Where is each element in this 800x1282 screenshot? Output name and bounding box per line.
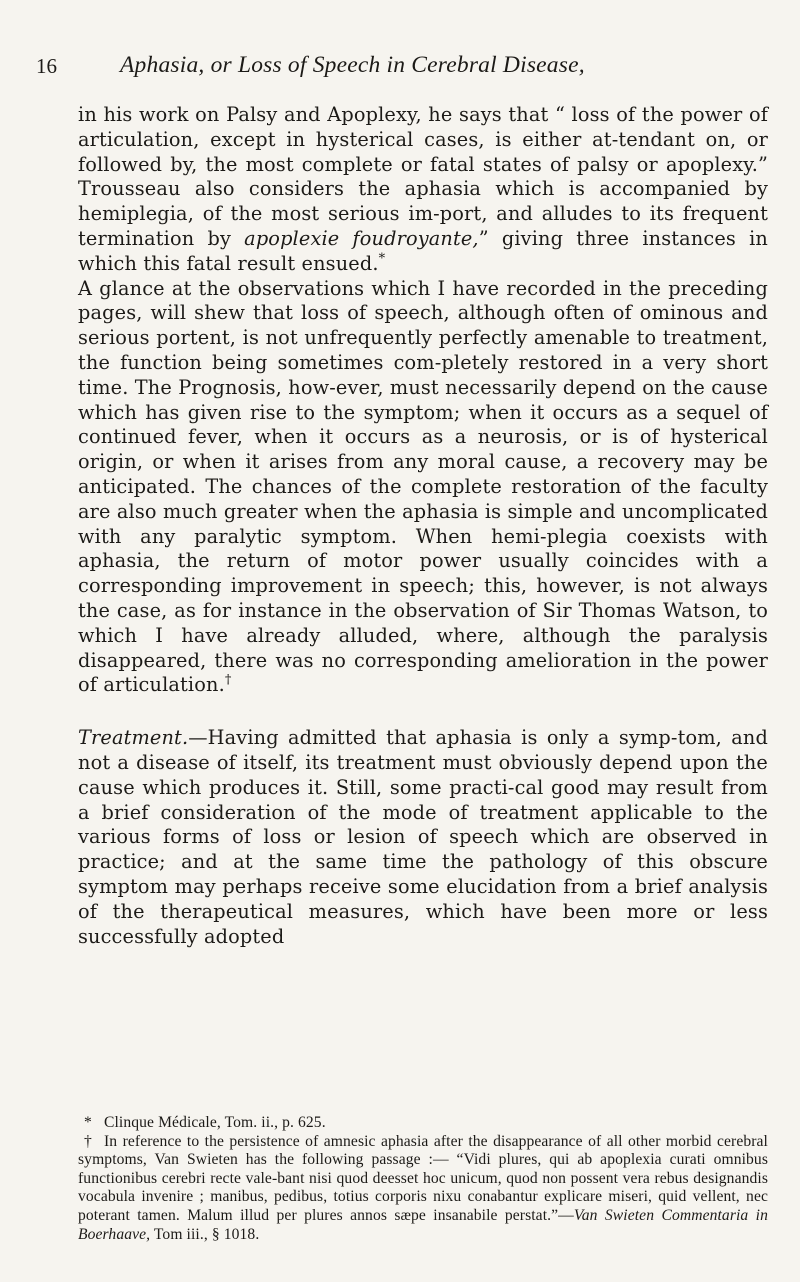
paragraph-treatment [78,726,768,949]
body-text [78,103,768,949]
footnote-ref-dagger[interactable]: † [224,672,232,688]
footnote-tail: Tom iii., § 1018. [150,1225,260,1243]
section-heading-treatment: Treatment. [78,726,189,750]
running-head [36,52,766,88]
footnote-2 [78,1133,768,1245]
footnote-symbol: * [84,1114,92,1131]
footnote-text: In reference to the persistence of amnesic aphasia after the disappearance of all other morbid cerebral symptoms, Van Swieten has the following passage :— “Vidi plures, qui ab apoplexia curati omnibus functionibus cerebri recte vale-bant nisi quod deesset hoc unicum, quod non possent vera rebus designandis vocabula invenire ; manibus, pedibus, totius corporis nixu conabantur explicare miseri, quid vellent, nec poterant tamen. Malum illud per plures annos sæpe insanabile perstat.”— [78,1132,768,1224]
footnote-citation: Van Swieten Commentaria in Boerhaave, [78,1206,768,1243]
footnote-1 [78,1114,768,1133]
italic-term: apoplexie foudroyante, [244,226,479,250]
running-head-title: Aphasia, or Loss of Speech in Cerebral Disease, [120,52,585,78]
footnote-text: Clinque Médicale, Tom. ii., p. 625. [104,1114,326,1131]
footnote-ref-asterisk[interactable]: * [378,251,386,267]
footnote-symbol: † [84,1132,92,1150]
paragraph-text: ” giving three instances in which this fatal result ensued. [78,226,768,275]
paragraph-text: in his work on Palsy and Apoplexy, he says that “ loss of the power of articulation, except in hysterical cases, is either at-tendant on, or followed by, the most complete or fatal states of palsy or apoplexy.” Trousseau also considers the aphasia which is accompanied by hemiplegia, of the most serious im-port, and alludes to its frequent termination by [78,103,768,250]
paragraph-palsy-apoplexy [78,103,768,277]
page-number: 16 [36,54,57,78]
paragraph-text: —Having admitted that aphasia is only a symp-tom, and not a disease of itself, its treatment must obviously depend upon the cause which produces it. Still, some practi-cal good may result from a brief consideration of the mode of treatment applicable to the various forms of loss or lesion of speech which are observed in practice; and at the same time the pathology of this obscure symptom may perhaps receive some elucidation from a brief analysis of the therapeutical measures, which have been more or less successfully adopted [78,726,768,948]
paragraph-prognosis [78,277,768,699]
paragraph-text: A glance at the observations which I have recorded in the preceding pages, will shew that loss of speech, although often of ominous and serious portent, is not unfrequently perfectly amenable to treatment, the function being sometimes com-pletely restored in a very short time. The Prognosis, how-ever, must necessarily depend on the cause which has given rise to the symptom; when it occurs as a sequel of continued fever, when it occurs as a neurosis, or is of hysterical origin, or when it arises from any moral cause, a recovery may be anticipated. The chances of the complete restoration of the faculty are also much greater when the aphasia is simple and uncomplicated with any paralytic symptom. When hemi-plegia coexists with aphasia, the return of motor power usually coincides with a corresponding improvement in speech; this, however, is not always the case, as for instance in the observation of Sir Thomas Watson, to which I have already alluded, where, although the paralysis disappeared, there was no corresponding amelioration in the power of articulation. [78,276,768,697]
footnotes [78,1114,768,1244]
